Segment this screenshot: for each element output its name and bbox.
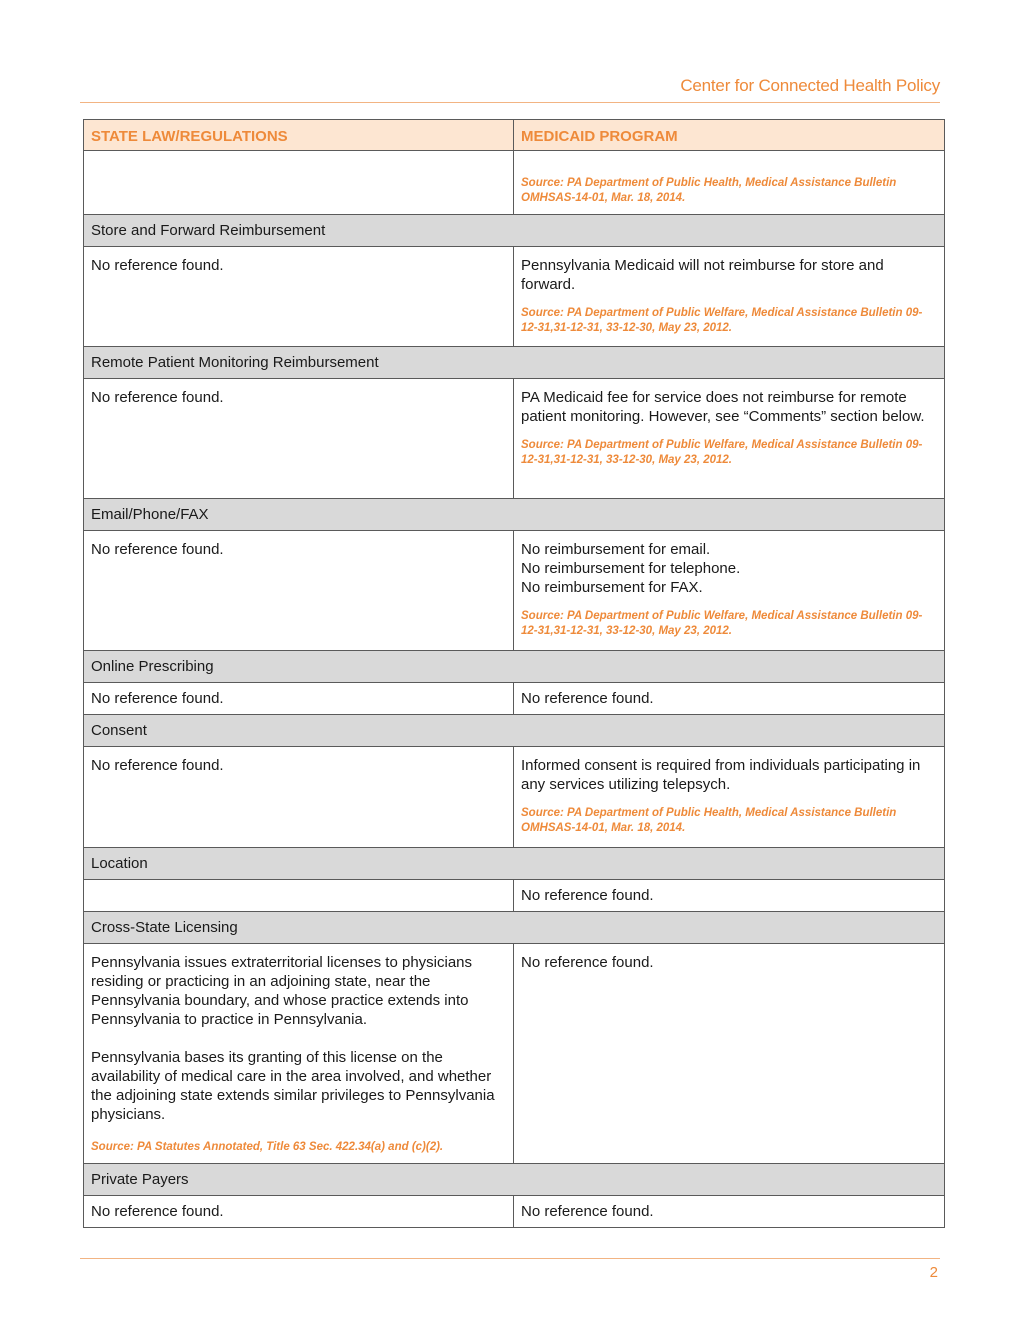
medicaid-text: Pennsylvania Medicaid will not reimburse for store and forward. [521, 257, 884, 293]
table-row [84, 944, 945, 1164]
table-header-row [84, 120, 945, 151]
medicaid-line: No reimbursement for telephone. [521, 560, 741, 577]
table-row [84, 151, 945, 215]
medicaid-cell: No reference found. [514, 944, 945, 1164]
page-number: 2 [929, 1264, 938, 1281]
column-header-medicaid: MEDICAID PROGRAM [514, 120, 945, 151]
table-row [84, 531, 945, 651]
medicaid-text: PA Medicaid fee for service does not reimburse for remote patient monitoring. However, see “Comments” section below. [521, 389, 925, 425]
medicaid-cell: No reference found. [514, 880, 945, 912]
medicaid-line: No reimbursement for FAX. [521, 579, 703, 596]
policy-table [83, 119, 945, 1228]
section-row [84, 347, 945, 379]
state-cell [84, 151, 514, 215]
state-cell: No reference found. [84, 379, 514, 499]
source-citation: Source: PA Department of Public Health, Medical Assistance Bulletin OMHSAS-14-01, Mar. 18, 2014. [521, 807, 897, 834]
state-paragraph: Pennsylvania bases its granting of this license on the availability of medical care in the area involved, and whether the adjoining state extends similar privileges to Pennsylvania physicians. [91, 1049, 495, 1123]
medicaid-cell: No reference found. [514, 683, 945, 715]
source-citation: Source: PA Department of Public Welfare, Medical Assistance Bulletin 09-12-31,31-12-31, 33-12-30, May 23, 2012. [521, 307, 923, 334]
section-row [84, 912, 945, 944]
header-divider [80, 102, 940, 103]
medicaid-cell [514, 747, 945, 848]
page-header-title: Center for Connected Health Policy [680, 76, 940, 95]
table-row [84, 1196, 945, 1228]
state-cell: No reference found. [84, 1196, 514, 1228]
medicaid-cell [514, 151, 945, 215]
section-title: Location [84, 848, 945, 880]
medicaid-cell [514, 247, 945, 347]
table-row [84, 747, 945, 848]
medicaid-cell [514, 531, 945, 651]
section-row [84, 215, 945, 247]
section-title: Email/Phone/FAX [84, 499, 945, 531]
state-cell: No reference found. [84, 683, 514, 715]
section-row [84, 651, 945, 683]
section-title: Remote Patient Monitoring Reimbursement [84, 347, 945, 379]
source-citation: Source: PA Department of Public Welfare, Medical Assistance Bulletin 09-12-31,31-12-31, 33-12-30, May 23, 2012. [521, 439, 923, 466]
medicaid-cell [514, 379, 945, 499]
section-row [84, 715, 945, 747]
column-header-state-law: STATE LAW/REGULATIONS [84, 120, 514, 151]
section-row [84, 1164, 945, 1196]
section-title: Consent [84, 715, 945, 747]
state-paragraph: Pennsylvania issues extraterritorial licenses to physicians residing or practicing in an adjoining state, near the Pennsylvania boundary, and whose practice extends into Pennsylvania to practice in Pennsylvania. [91, 954, 473, 1028]
table-row [84, 379, 945, 499]
state-cell: No reference found. [84, 747, 514, 848]
section-title: Online Prescribing [84, 651, 945, 683]
state-cell [84, 880, 514, 912]
table-row [84, 247, 945, 347]
state-cell: No reference found. [84, 531, 514, 651]
state-cell [84, 944, 514, 1164]
section-title: Store and Forward Reimbursement [84, 215, 945, 247]
state-cell: No reference found. [84, 247, 514, 347]
section-title: Cross-State Licensing [84, 912, 945, 944]
medicaid-cell: No reference found. [514, 1196, 945, 1228]
medicaid-line: No reimbursement for email. [521, 541, 711, 558]
medicaid-text: Informed consent is required from individuals participating in any services utilizing telepsych. [521, 757, 921, 793]
source-citation: Source: PA Statutes Annotated, Title 63 Sec. 422.34(a) and (c)(2). [91, 1141, 444, 1153]
section-row [84, 499, 945, 531]
table-row [84, 880, 945, 912]
table-row [84, 683, 945, 715]
footer-divider [80, 1258, 940, 1259]
section-title: Private Payers [84, 1164, 945, 1196]
source-citation: Source: PA Department of Public Health, Medical Assistance Bulletin OMHSAS-14-01, Mar. 18, 2014. [521, 177, 897, 204]
source-citation: Source: PA Department of Public Welfare, Medical Assistance Bulletin 09-12-31,31-12-31, 33-12-30, May 23, 2012. [521, 610, 923, 637]
section-row [84, 848, 945, 880]
